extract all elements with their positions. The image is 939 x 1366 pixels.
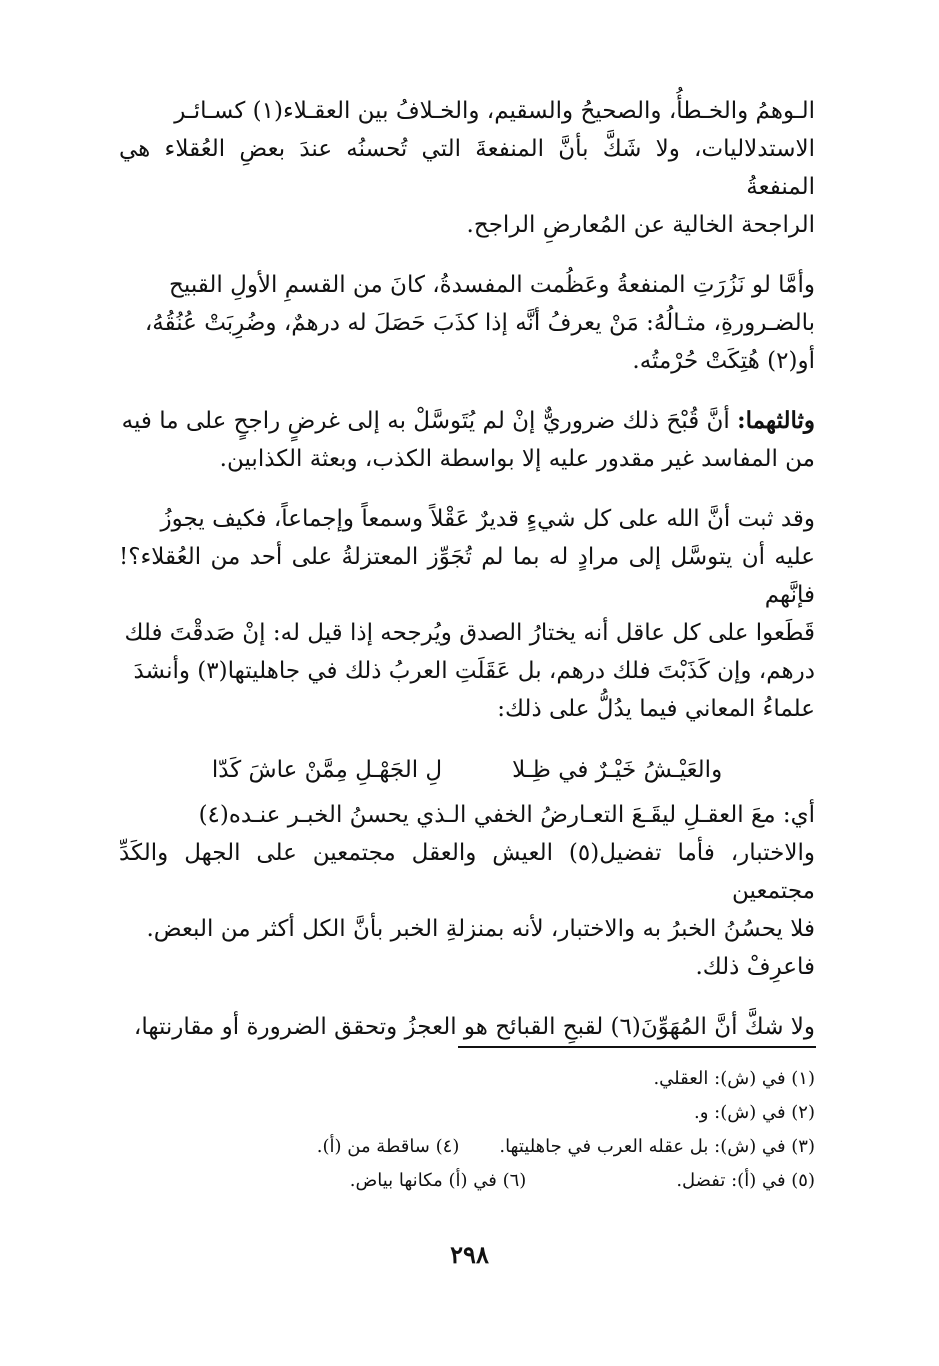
paragraph-5 [119, 796, 815, 986]
text-line: ولا شكَّ أنَّ المُهَوِّنَ(٦) لقبحِ القبائح هو العجزُ وتحقق الضرورة أو مقارنتها، [133, 1014, 815, 1040]
text-line: الراجحة الخالية عن المُعارضِ الراجح. [466, 212, 815, 238]
footnote-1: (١) في (ش): العقلي. [653, 1068, 815, 1089]
verse-first-hemistich: والعَيْـشُ خَيْـرٌ في ظِـلا [512, 757, 723, 783]
footnote-4: (٤) ساقطة من (أ). [316, 1136, 460, 1157]
footnote-separator [458, 1046, 816, 1048]
main-text [119, 92, 815, 1068]
text-line: أي: معَ العقـلِ ليقَـعَ التعـارضُ الخفي الـذي يحسنُ الخبـر عنـده(٤) [198, 802, 815, 828]
text-line: فلا يحسُنُ الخبرُ به والاختبار، لأنه بمنزلةِ الخبر بأنَّ الكل أكثر من البعض. [146, 916, 815, 942]
footnote-2: (٢) في (ش): و. [694, 1102, 815, 1123]
poetry-verse [119, 750, 815, 790]
text-line: علماءُ المعاني فيما يدُلُّ على ذلك: [497, 696, 815, 722]
page-number: ٢٩٨ [450, 1240, 489, 1269]
text-line: وأمَّا لو نَزُرَتِ المنفعةُ وعَظُمت المفسدةُ، كانَ من القسمِ الأولِ القبيح [169, 272, 815, 298]
paragraph-6 [119, 1008, 815, 1046]
footnote-row [255, 1130, 815, 1164]
footnote-row [255, 1164, 815, 1198]
text-line: درهم، وإن كَذَبْتَ فلك درهم، بل عَقَلَتِ العربُ ذلك في جاهليتها(٣) وأنشدَ [133, 658, 815, 684]
paragraph-2 [119, 266, 815, 380]
paragraph-1 [119, 92, 815, 244]
text-line: من المفاسد غير مقدور عليه إلا بواسطة الكذب، وبعثة الكذابين. [219, 446, 815, 472]
text-line: أو(٢) هُتِكَتْ حُرْمتُه. [632, 348, 815, 374]
footnote-5: (٥) في (أ): تفضل. [676, 1170, 815, 1191]
text-line: عليه أن يتوسَّل إلى مرادٍ له بما لم تُجَوِّز المعتزلةُ على أحد من العُقلاء؟! فإنَّهم [119, 544, 815, 608]
text-span: أنَّ قُبْحَ ذلك ضروريٌّ إنْ لم يُتَوسَّلْ به إلى غرضٍ راجحٍ على ما فيه [121, 408, 738, 434]
footnotes [255, 1062, 815, 1198]
text-line [119, 402, 815, 440]
text-line: قَطَعوا على كل عاقل أنه يختارُ الصدق ويُرجحه إذا قيل له: إنْ صَدقْتَ فلك [124, 620, 815, 646]
text-line: والاختبار، فأما تفضيل(٥) العيش والعقل مجتمعين على الجهل والكَدِّ مجتمعين [119, 840, 815, 904]
paragraph-lead: وثالثهما: [737, 407, 815, 434]
paragraph-4 [119, 500, 815, 728]
footnote-6: (٦) في (أ) مكانها بياض. [349, 1170, 527, 1191]
verse-second-hemistich: لِ الجَهْـلِ مِمَّنْ عاشَ كَدّا [211, 757, 443, 783]
text-line: بالضـرورةِ، مثـالُهُ: مَنْ يعرفُ أنَّه إذا كذَبَ حَصَلَ له درهمٌ، وضُرِبَتْ عُنُقُهُ، [144, 310, 815, 336]
text-line: الـوهمُ والخـطأُ، والصحيحُ والسقيم، والخـلافُ بين العقـلاء(١) كسـائـر [174, 98, 815, 124]
paragraph-3 [119, 402, 815, 478]
text-line: وقد ثبت أنَّ الله على كل شيءٍ قديرٌ عَقْلاً وسمعاً وإجماعاً، فكيف يجوزُ [160, 506, 815, 532]
text-line: فاعرِفْ ذلك. [695, 954, 815, 980]
footnote-3: (٣) في (ش): بل عقله العرب في جاهليتها. [499, 1136, 815, 1157]
text-line: الاستدلاليات، ولا شَكَّ بأنَّ المنفعةَ التي تُحسنُه عندَ بعضِ العُقلاء هي المنفعةُ [119, 136, 815, 200]
